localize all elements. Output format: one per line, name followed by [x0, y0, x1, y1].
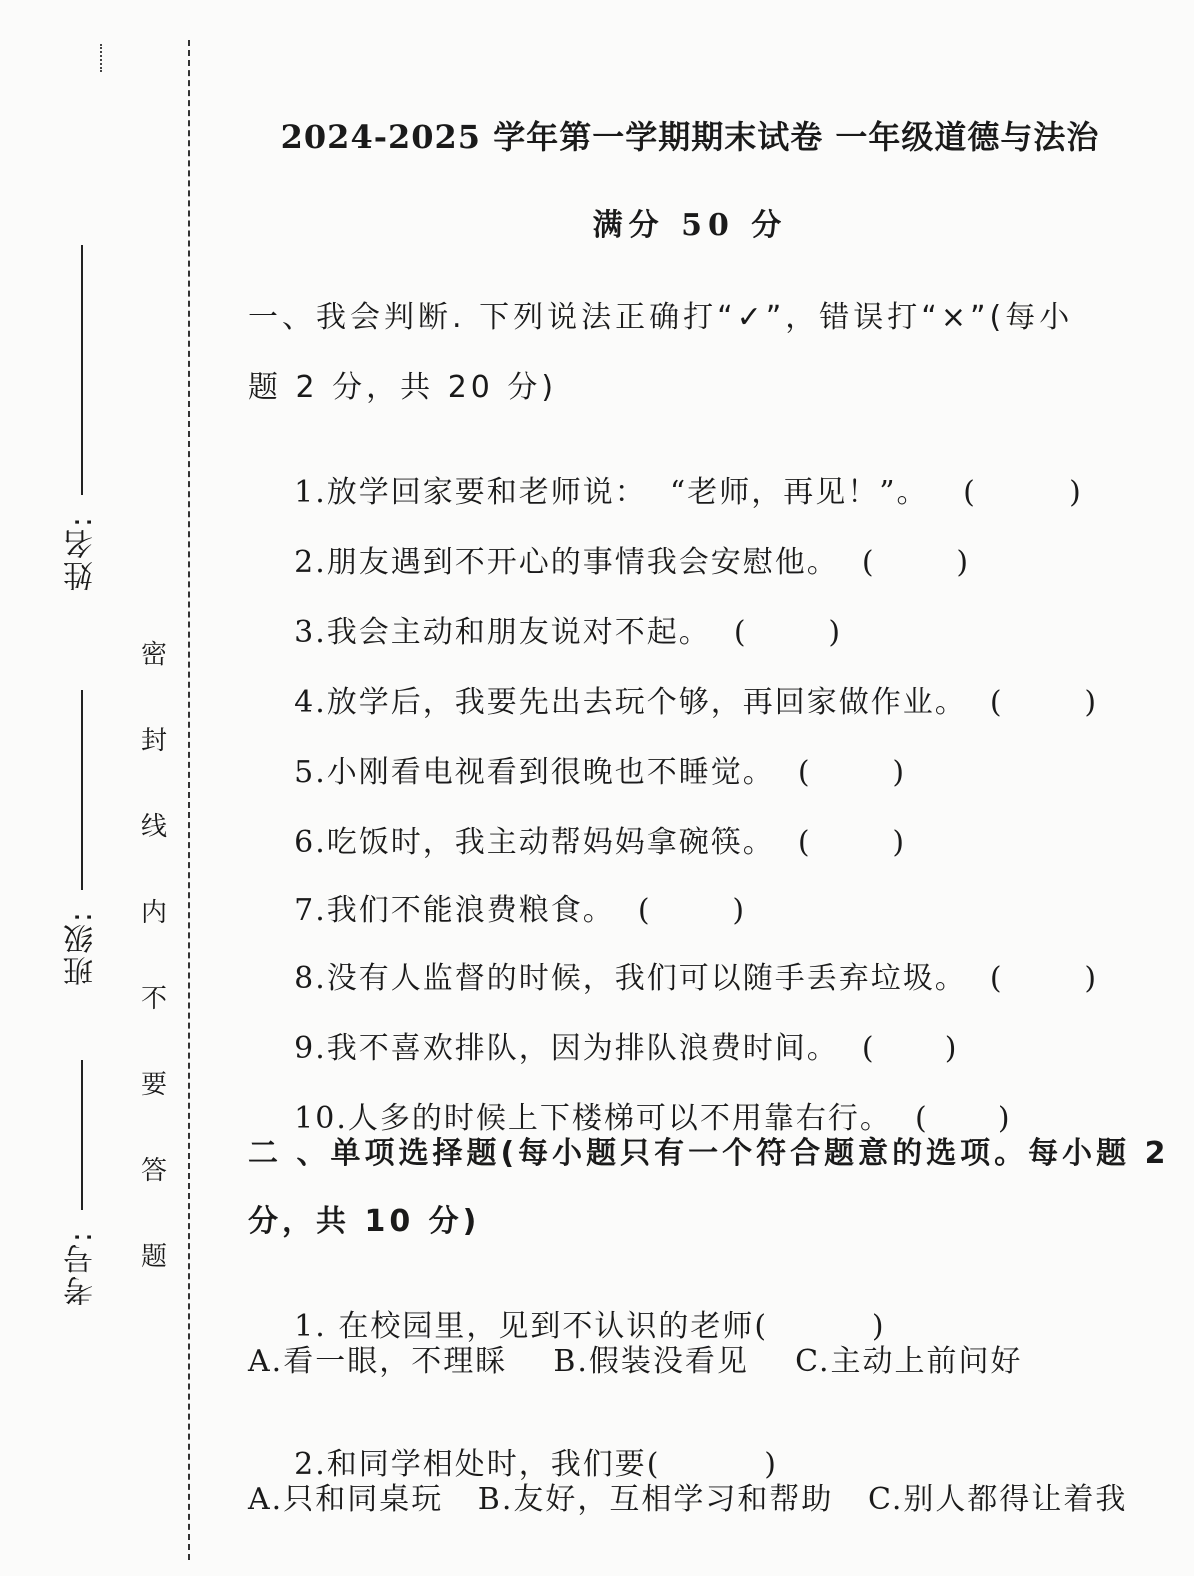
answer-blank[interactable]: ( )	[989, 685, 1099, 720]
seal-char: 密	[140, 640, 167, 670]
exam-number-field-line	[81, 1060, 83, 1210]
seal-char: 题	[140, 1242, 167, 1272]
class-field-line	[81, 690, 83, 890]
judgement-item-text: 9.我不喜欢排队，因为排队浪费时间。	[294, 1031, 839, 1066]
answer-blank[interactable]: ( )	[914, 1101, 1012, 1136]
seal-char: 要	[140, 1070, 167, 1100]
judgement-item-text: 4.放学后，我要先出去玩个够，再回家做作业。	[294, 685, 967, 720]
seal-char: 封	[140, 726, 167, 756]
section2-heading-line1: 二 、单项选择题(每小题只有一个符合题意的选项。每小题 2	[248, 1136, 1170, 1171]
answer-blank[interactable]: ( )	[797, 755, 907, 790]
section1-heading-line2: 题 2 分，共 20 分)	[248, 370, 558, 405]
choice-question-stem: 2.和同学相处时，我们要	[294, 1447, 647, 1482]
choice-options: A.只和同桌玩 B.友好，互相学习和帮助 C.别人都得让着我	[248, 1482, 1128, 1517]
answer-blank[interactable]: ( )	[733, 615, 843, 650]
edge-dotted-mark	[100, 44, 102, 72]
choice-options: A.看一眼，不理睬 B.假装没看见 C.主动上前问好	[248, 1344, 1023, 1379]
name-field	[62, 245, 102, 591]
judgement-item-text: 1.放学回家要和老师说： “老师，再见！”。	[294, 475, 929, 510]
class-field-label: 班级:	[64, 910, 99, 987]
exam-title: 2024-2025 学年第一学期期末试卷 一年级道德与法治	[280, 118, 1100, 156]
judgement-item-text: 8.没有人监督的时候，我们可以随手丢弃垃圾。	[294, 961, 967, 996]
judgement-item-text: 2.朋友遇到不开心的事情我会安慰他。	[294, 545, 839, 580]
seal-char: 内	[140, 898, 167, 928]
judgement-item-text: 10.人多的时候上下楼梯可以不用靠右行。	[294, 1101, 892, 1136]
answer-blank[interactable]: ( )	[963, 475, 1083, 510]
judgement-item-text: 7.我们不能浪费粮食。	[294, 893, 615, 928]
section1-heading-line1: 一、我会判断. 下列说法正确打“✓”，错误打“×”(每小	[248, 300, 1074, 335]
name-field-label: 姓名:	[64, 515, 99, 592]
section2-heading-line2: 分，共 10 分)	[248, 1204, 481, 1239]
seal-line-notice	[136, 640, 172, 1328]
seal-char: 线	[140, 812, 167, 842]
seal-char: 答	[140, 1156, 167, 1186]
answer-blank[interactable]: ( )	[797, 825, 907, 860]
answer-blank[interactable]: ( )	[861, 1031, 959, 1066]
exam-number-field	[62, 1060, 102, 1306]
answer-blank[interactable]: ( )	[646, 1447, 779, 1482]
choice-question-stem: 1. 在校园里，见到不认识的老师	[294, 1309, 755, 1344]
exam-number-field-label: 考号:	[64, 1230, 99, 1307]
answer-blank[interactable]: ( )	[861, 545, 971, 580]
judgement-item-text: 6.吃饭时，我主动帮妈妈拿碗筷。	[294, 825, 775, 860]
name-field-line	[81, 245, 83, 495]
judgement-item-text: 3.我会主动和朋友说对不起。	[294, 615, 711, 650]
answer-blank[interactable]: ( )	[989, 961, 1099, 996]
answer-blank[interactable]: ( )	[754, 1309, 886, 1344]
answer-blank[interactable]: ( )	[637, 893, 747, 928]
total-score: 满分 50 分	[592, 208, 788, 243]
class-field	[62, 690, 102, 986]
judgement-item-text: 5.小刚看电视看到很晚也不睡觉。	[294, 755, 775, 790]
seal-char: 不	[140, 984, 167, 1014]
binding-dashed-line	[188, 40, 190, 1560]
